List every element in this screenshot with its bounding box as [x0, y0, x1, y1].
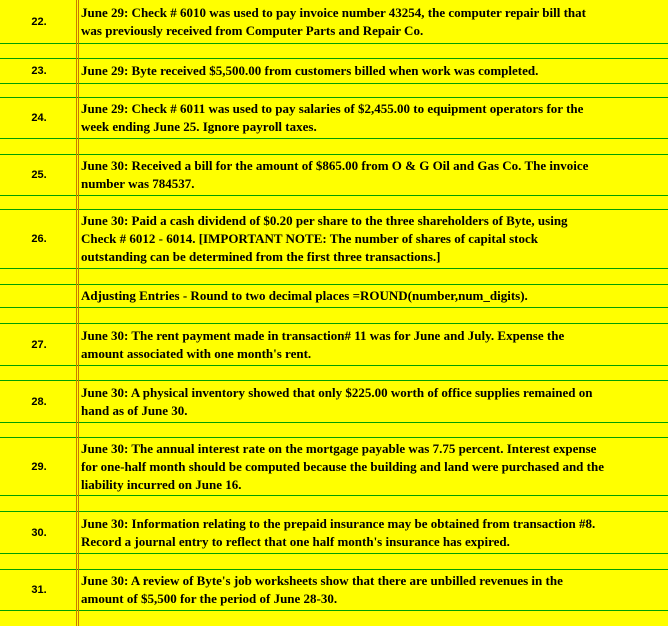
row-number: 25.: [31, 169, 47, 181]
blank-row[interactable]: [0, 496, 668, 512]
entry-row-23[interactable]: [0, 59, 668, 84]
row-description[interactable]: June 30: Information relating to the prepaid insurance may be obtained from transaction #8. Record a journal entry to reflect that one half month's insurance has expired.: [81, 515, 596, 549]
blank-row[interactable]: [0, 366, 668, 381]
column-divider: [76, 0, 77, 626]
row-number: 27.: [31, 338, 47, 351]
entry-row-28[interactable]: [0, 381, 668, 423]
row-number: 30.: [31, 526, 47, 539]
section-heading[interactable]: Adjusting Entries - Round to two decimal places =ROUND(number,num_digits).: [81, 288, 528, 303]
row-description[interactable]: June 30: A review of Byte's job worksheets show that there are unbilled revenues in the amount of $5,500 for the period of June 28-30.: [81, 573, 563, 606]
blank-row[interactable]: [0, 554, 668, 570]
row-description[interactable]: June 30: The rent payment made in transaction# 11 was for June and July. Expense the amount associated with one month's rent.: [81, 327, 565, 361]
blank-row[interactable]: [0, 139, 668, 155]
row-description[interactable]: June 30: A physical inventory showed that only $225.00 worth of office supplies remained on hand as of June 30.: [81, 384, 593, 418]
row-description[interactable]: June 30: Received a bill for the amount of $865.00 from O & G Oil and Gas Co. The invoice number was 784537.: [81, 158, 589, 191]
entry-row-29[interactable]: [0, 438, 668, 496]
blank-row[interactable]: [0, 269, 668, 285]
entry-row-22[interactable]: [0, 0, 668, 44]
entry-row-25[interactable]: [0, 155, 668, 196]
entry-row-27[interactable]: [0, 324, 668, 366]
row-number: 29.: [31, 460, 47, 473]
row-description[interactable]: June 30: The annual interest rate on the mortgage payable was 7.75 percent. Interest expense for one-half month should be computed because the building and land were purchased and the liability incurred on June 16.: [81, 440, 604, 492]
row-number: 24.: [31, 112, 47, 124]
blank-row[interactable]: [0, 308, 668, 324]
row-description[interactable]: June 30: Paid a cash dividend of $0.20 per share to the three shareholders of Byte, using Check # 6012 - 6014. [IMPORTANT NOTE: The number of shares of capital stock outstanding can be determined from the first three transactions.]: [81, 213, 568, 264]
entry-row-31[interactable]: [0, 570, 668, 611]
row-description[interactable]: June 29: Byte received $5,500.00 from customers billed when work was completed.: [81, 63, 539, 78]
column-divider: [78, 0, 79, 626]
row-number: [0, 285, 78, 307]
entry-row-26[interactable]: [0, 210, 668, 269]
blank-row[interactable]: [0, 423, 668, 438]
blank-row[interactable]: [0, 84, 668, 98]
entry-row-30[interactable]: [0, 512, 668, 554]
adjusting-entries-heading-row[interactable]: [0, 285, 668, 308]
row-number: 23.: [31, 65, 47, 77]
row-description[interactable]: June 29: Check # 6011 was used to pay salaries of $2,455.00 to equipment operators for the week ending June 25. Ignore payroll taxes.: [81, 101, 584, 134]
blank-row[interactable]: [0, 196, 668, 210]
row-description[interactable]: June 29: Check # 6010 was used to pay invoice number 43254, the computer repair bill that was previously received from Computer Parts and Repair Co.: [81, 4, 586, 38]
blank-row[interactable]: [0, 44, 668, 59]
row-number: 26.: [31, 233, 47, 245]
entry-row-24[interactable]: [0, 98, 668, 139]
blank-row[interactable]: [0, 611, 668, 626]
row-number: 31.: [31, 584, 47, 596]
row-number: 22.: [31, 15, 47, 28]
row-number: 28.: [31, 395, 47, 408]
